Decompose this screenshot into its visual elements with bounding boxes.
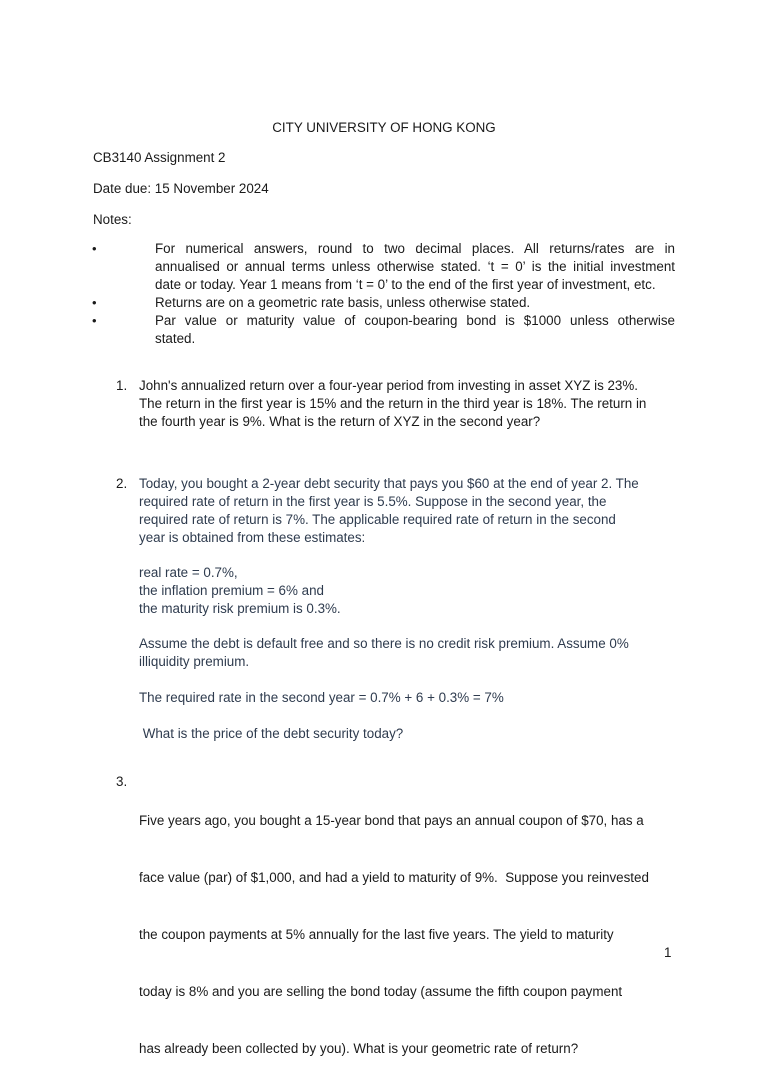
question-line: John's annualized return over a four-year period from investing in asset XYZ is 23%. bbox=[139, 378, 639, 393]
question-2-text bbox=[139, 475, 679, 547]
question-number: 2. bbox=[116, 476, 128, 491]
estimate-line: the maturity risk premium is 0.3%. bbox=[139, 601, 341, 616]
question-line: the coupon payments at 5% annually for the last five years. The yield to maturity bbox=[139, 927, 614, 942]
page-number: 1 bbox=[664, 945, 672, 960]
question-1-text bbox=[139, 377, 679, 431]
note-line: annualised or annual terms unless otherwise stated. ‘t = 0’ is the initial investment bbox=[155, 259, 675, 274]
assumption-line: Assume the debt is default free and so there is no credit risk premium. Assume 0% bbox=[139, 636, 629, 651]
question-3-text bbox=[139, 773, 679, 1077]
assumption-text bbox=[139, 635, 679, 671]
question-line: face value (par) of $1,000, and had a yield to maturity of 9%. Suppose you reinvested bbox=[139, 870, 649, 885]
note-line: date or today. Year 1 means from ‘t = 0’ to the end of the first year of investment, etc. bbox=[155, 277, 656, 292]
note-line: Returns are on a geometric rate basis, unless otherwise stated. bbox=[155, 295, 531, 310]
question-line: Today, you bought a 2-year debt security that pays you $60 at the end of year 2. The bbox=[139, 476, 639, 491]
note-line: For numerical answers, round to two decimal places. All returns/rates are in bbox=[155, 241, 675, 256]
document-title: CITY UNIVERSITY OF HONG KONG bbox=[272, 120, 496, 135]
question-line: has already been collected by you). What is your geometric rate of return? bbox=[139, 1041, 579, 1056]
bullet-icon: • bbox=[92, 241, 97, 256]
question-2-ask: What is the price of the debt security today? bbox=[139, 726, 404, 741]
estimate-line: real rate = 0.7%, bbox=[139, 565, 238, 580]
question-line: required rate of return in the first year is 5.5%. Suppose in the second year, the bbox=[139, 494, 607, 509]
question-line: Five years ago, you bought a 15-year bond that pays an annual coupon of $70, has a bbox=[139, 813, 644, 828]
course-title: CB3140 Assignment 2 bbox=[93, 150, 226, 165]
notes-label: Notes: bbox=[93, 212, 132, 227]
question-line: The return in the first year is 15% and the return in the third year is 18%. The return in bbox=[139, 396, 647, 411]
note-line: stated. bbox=[155, 331, 196, 346]
question-line: today is 8% and you are selling the bond today (assume the fifth coupon payment bbox=[139, 984, 623, 999]
question-line: the fourth year is 9%. What is the return of XYZ in the second year? bbox=[139, 414, 541, 429]
question-line: required rate of return is 7%. The applicable required rate of return in the second bbox=[139, 512, 616, 527]
question-number: 3. bbox=[116, 774, 128, 789]
bullet-icon: • bbox=[92, 295, 97, 310]
note-item bbox=[155, 240, 675, 294]
due-date: Date due: 15 November 2024 bbox=[93, 181, 269, 196]
assumption-line: illiquidity premium. bbox=[139, 654, 250, 669]
note-line: Par value or maturity value of coupon-bearing bond is $1000 unless otherwise bbox=[155, 313, 675, 328]
question-number: 1. bbox=[116, 378, 128, 393]
required-rate-formula: The required rate in the second year = 0.7% + 6 + 0.3% = 7% bbox=[139, 690, 504, 705]
note-item bbox=[155, 294, 675, 312]
note-item bbox=[155, 312, 675, 348]
estimate-line: the inflation premium = 6% and bbox=[139, 583, 324, 598]
rate-estimates bbox=[139, 564, 679, 618]
bullet-icon: • bbox=[92, 313, 97, 328]
question-line: year is obtained from these estimates: bbox=[139, 530, 366, 545]
